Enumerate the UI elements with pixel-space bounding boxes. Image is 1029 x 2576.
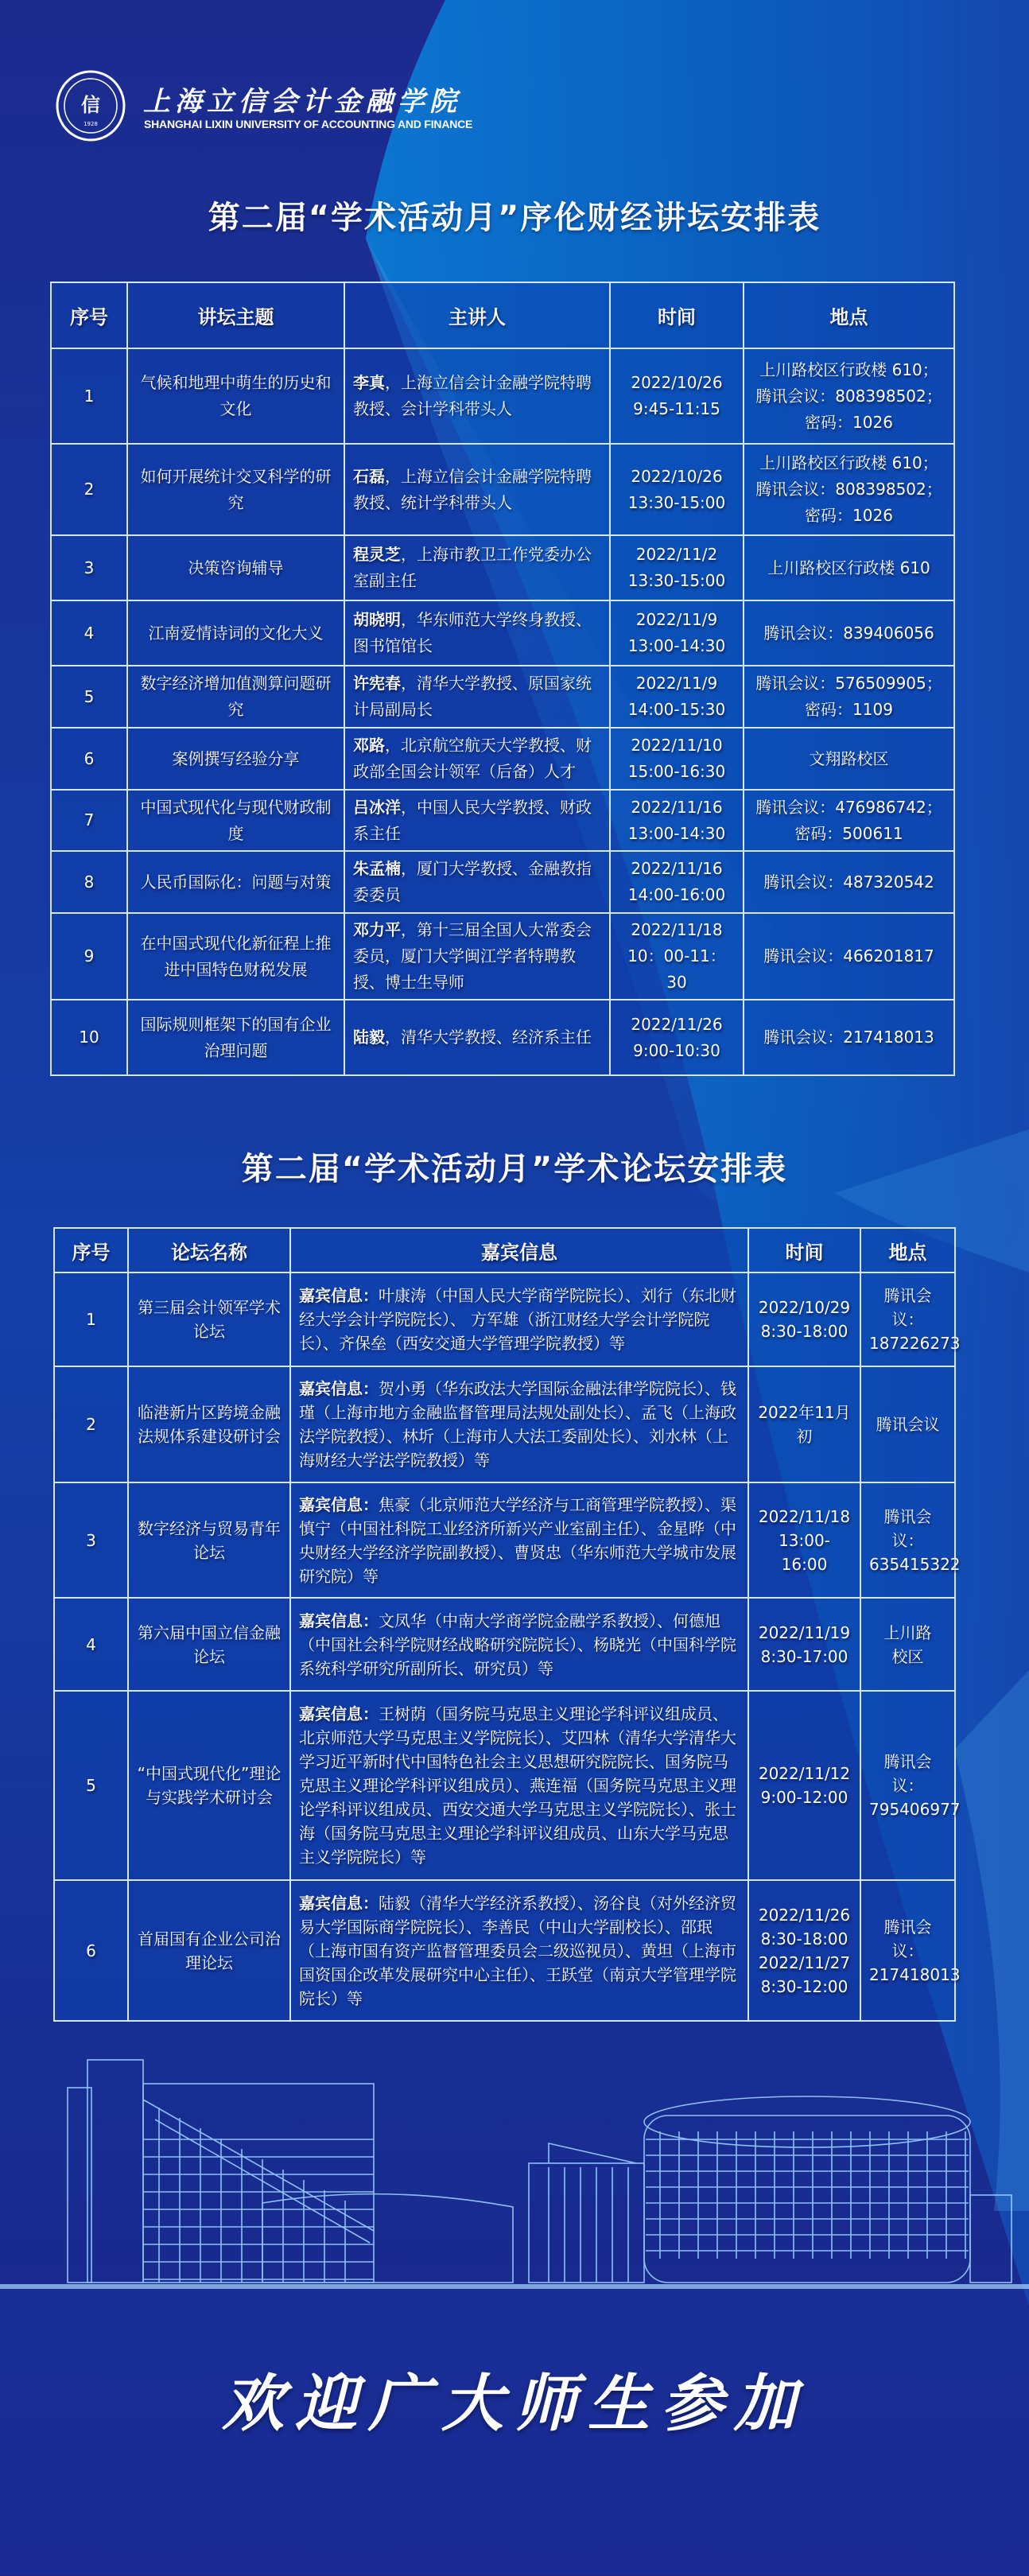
- lecture-row: [51, 348, 954, 444]
- lecture-location: 腾讯会议：466201817: [744, 913, 954, 1000]
- lecture-time: 2022/11/16 14:00-16:00: [610, 851, 744, 913]
- lecture-topic: 江南爱情诗词的文化大义: [127, 600, 344, 666]
- lecture-location: 腾讯会议：576509905； 密码：1109: [744, 666, 954, 728]
- speaker-name: 邓力平: [353, 920, 401, 939]
- school-name-en: SHANGHAI LIXIN UNIVERSITY OF ACCOUNTING AND FINANCE: [144, 118, 473, 130]
- forum-location: 腾讯会议: [860, 1366, 955, 1482]
- row-number: 1: [51, 348, 127, 444]
- column-header: 序号: [54, 1228, 128, 1272]
- forum-row: [54, 1880, 955, 2021]
- guest-label: 嘉宾信息：: [299, 1610, 379, 1630]
- column-header: 论坛名称: [128, 1228, 290, 1272]
- lecture-location: 腾讯会议：487320542: [744, 851, 954, 913]
- column-header: 时间: [748, 1228, 860, 1272]
- lecture-schedule-title: 第二届“学术活动月”序伦财经讲坛安排表: [208, 200, 821, 236]
- speaker: [344, 790, 610, 851]
- lecture-topic: 气候和地理中萌生的历史和文化: [127, 348, 344, 444]
- guest-label: 嘉宾信息：: [299, 1704, 379, 1723]
- guest-info: [290, 1691, 748, 1880]
- lecture-row: [51, 790, 954, 851]
- row-number: 2: [54, 1366, 128, 1482]
- speaker-title: ，清华大学教授、经济系主任: [385, 1028, 592, 1047]
- speaker-name: 程灵芝: [353, 545, 401, 564]
- lecture-location: 上川路校区行政楼 610: [744, 535, 954, 600]
- forum-location: 腾讯会议： 217418013: [860, 1880, 955, 2021]
- column-header: 主讲人: [344, 282, 610, 348]
- forum-location: 腾讯会议： 635415322: [860, 1482, 955, 1598]
- forum-row: [54, 1691, 955, 1880]
- lecture-time: 2022/10/26 13:30-15:00: [610, 444, 744, 535]
- lecture-schedule-table: [50, 282, 955, 1076]
- lecture-location: 腾讯会议：217418013: [744, 1000, 954, 1075]
- guest-list: 陆毅（清华大学经济系教授）、汤谷良（对外经济贸易大学国际商学院院长）、李善民（中山大学副校长）、邵珉（上海市国有资产监督管理委员会二级巡视员）、黄坦（上海市国资国企改革发展研究中心主任）、王跃堂（南京大学管理学院院长）等: [299, 1893, 736, 2008]
- forum-row: [54, 1272, 955, 1366]
- forum-time: 2022/11/19 8:30-17:00: [748, 1598, 860, 1691]
- forum-row: [54, 1366, 955, 1482]
- row-number: 8: [51, 851, 127, 913]
- speaker-name: 吕冰洋: [353, 797, 401, 817]
- forum-location: 腾讯会议： 187226273: [860, 1272, 955, 1366]
- row-number: 5: [51, 666, 127, 728]
- speaker-title: ，厦门大学教授、金融教指委委员: [353, 859, 592, 904]
- lecture-topic: 数字经济增加值测算问题研究: [127, 666, 344, 728]
- svg-text:信: 信: [81, 93, 100, 116]
- lecture-topic: 国际规则框架下的国有企业治理问题: [127, 1000, 344, 1075]
- column-header: 讲坛主题: [127, 282, 344, 348]
- forum-time: 2022/11/12 9:00-12:00: [748, 1691, 860, 1880]
- speaker: [344, 913, 610, 1000]
- speaker-title: ，上海立信会计金融学院特聘教授、统计学科带头人: [353, 466, 592, 512]
- row-number: 10: [51, 1000, 127, 1075]
- row-number: 1: [54, 1272, 128, 1366]
- guest-info: [290, 1482, 748, 1598]
- lecture-time: 2022/11/2 13:30-15:00: [610, 535, 744, 600]
- lecture-row: [51, 728, 954, 790]
- lecture-location: 上川路校区行政楼 610； 腾讯会议：808398502； 密码：1026: [744, 348, 954, 444]
- guest-info: [290, 1272, 748, 1366]
- row-number: 4: [51, 600, 127, 666]
- forum-time: 2022/11/18 13:00-16:00: [748, 1482, 860, 1598]
- speaker: [344, 444, 610, 535]
- speaker-name: 石磊: [353, 466, 385, 486]
- speaker: [344, 851, 610, 913]
- speaker-name: 李真: [353, 373, 385, 392]
- speaker-title: ，中国人民大学教授、财政系主任: [353, 797, 592, 843]
- forum-name: “中国式现代化”理论与实践学术研讨会: [128, 1691, 290, 1880]
- guest-label: 嘉宾信息：: [299, 1286, 379, 1305]
- forum-time: 2022/10/29 8:30-18:00: [748, 1272, 860, 1366]
- lecture-location: 上川路校区行政楼 610； 腾讯会议：808398502； 密码：1026: [744, 444, 954, 535]
- lecture-time: 2022/11/9 13:00-14:30: [610, 600, 744, 666]
- speaker: [344, 535, 610, 600]
- guest-info: [290, 1880, 748, 2021]
- forum-schedule-title: 第二届“学术活动月”学术论坛安排表: [241, 1151, 788, 1187]
- lecture-topic: 决策咨询辅导: [127, 535, 344, 600]
- guest-info: [290, 1598, 748, 1691]
- forum-location: 腾讯会议： 795406977: [860, 1691, 955, 1880]
- lecture-row: [51, 1000, 954, 1075]
- forum-name: 数字经济与贸易青年论坛: [128, 1482, 290, 1598]
- lecture-time: 2022/11/16 13:00-14:30: [610, 790, 744, 851]
- speaker: [344, 728, 610, 790]
- lecture-row: [51, 600, 954, 666]
- guest-list: 焦豪（北京师范大学经济与工商管理学院教授）、渠慎宁（中国社科院工业经济所新兴产业室副主任）、金星晔（中央财经大学经济学院副教授）、曹贤忠（华东师范大学城市发展研究院）等: [299, 1494, 736, 1586]
- lecture-row: [51, 851, 954, 913]
- forum-schedule-table: [53, 1227, 961, 2022]
- speaker-name: 胡晓明: [353, 610, 401, 629]
- speaker-title: ，上海市教卫工作党委办公室副主任: [353, 545, 592, 590]
- speaker-title: ，北京航空航天大学教授、财政部全国会计领军（后备）人才: [353, 736, 592, 781]
- table-header-row: [54, 1228, 955, 1272]
- lecture-time: 2022/11/26 9:00-10:30: [610, 1000, 744, 1075]
- row-number: 6: [54, 1880, 128, 2021]
- lecture-location: 腾讯会议：839406056: [744, 600, 954, 666]
- column-header: 时间: [610, 282, 744, 348]
- guest-info: [290, 1366, 748, 1482]
- column-header: 地点: [744, 282, 954, 348]
- forum-location: 上川路 校区: [860, 1598, 955, 1691]
- welcome-slogan: 欢迎广大师生参加: [221, 2368, 807, 2440]
- lecture-row: [51, 913, 954, 1000]
- row-number: 2: [51, 444, 127, 535]
- forum-row: [54, 1598, 955, 1691]
- speaker-name: 朱孟楠: [353, 859, 401, 878]
- lecture-location: 文翔路校区: [744, 728, 954, 790]
- speaker-title: ，华东师范大学终身教授、图书馆馆长: [353, 610, 592, 655]
- university-logo: [56, 70, 126, 142]
- speaker: [344, 666, 610, 728]
- row-number: 4: [54, 1598, 128, 1691]
- row-number: 9: [51, 913, 127, 1000]
- guest-list: 文凤华（中南大学商学院金融学系教授）、何德旭（中国社会科学院财经战略研究院院长）、杨晓光（中国科学院系统科学研究所副所长、研究员）等: [299, 1610, 736, 1678]
- lecture-time: 2022/10/26 9:45-11:15: [610, 348, 744, 444]
- row-number: 6: [51, 728, 127, 790]
- forum-time: 2022年11月 初: [748, 1366, 860, 1482]
- speaker-title: ，上海立信会计金融学院特聘教授、会计学科带头人: [353, 373, 592, 418]
- forum-time: 2022/11/26 8:30-18:00 2022/11/27 8:30-12:00: [748, 1880, 860, 2021]
- speaker-name: 邓路: [353, 736, 385, 755]
- lecture-topic: 案例撰写经验分享: [127, 728, 344, 790]
- lecture-time: 2022/11/10 15:00-16:30: [610, 728, 744, 790]
- column-header: 序号: [51, 282, 127, 348]
- guest-list: 叶康涛（中国人民大学商学院院长）、刘行（东北财经大学会计学院院长）、 方军雄（浙江财经大学会计学院院长）、齐保垒（西安交通大学管理学院教授）等: [299, 1286, 736, 1353]
- forum-name: 首届国有企业公司治理论坛: [128, 1880, 290, 2021]
- lecture-location: 腾讯会议：476986742； 密码：500611: [744, 790, 954, 851]
- lecture-topic: 人民币国际化：问题与对策: [127, 851, 344, 913]
- guest-label: 嘉宾信息：: [299, 1893, 379, 1913]
- row-number: 3: [54, 1482, 128, 1598]
- forum-row: [54, 1482, 955, 1598]
- lecture-topic: 中国式现代化与现代财政制度: [127, 790, 344, 851]
- guest-list: 贺小勇（华东政法大学国际金融法律学院院长）、钱瑾（上海市地方金融监督管理局法规处副处长）、孟飞（上海政法学院教授）、林圻（上海市人大法工委副处长）、刘水林（上海财经大学法学院教授）等: [299, 1379, 736, 1470]
- table-header-row: [51, 282, 954, 348]
- guest-list: 王树荫（国务院马克思主义理论学科评议组成员、北京师范大学马克思主义学院院长）、艾四林（清华大学清华大学习近平新时代中国特色社会主义思想研究院院长、国务院马克思主义理论学科评议组成员）、燕连福（国务院马克思主义理论学科评议组成员、西安交通大学马克思主义学院院长）、张士海（国务院马克思主义理论学科评议组成员、山东大学马克思主义学院院长）等: [299, 1704, 736, 1867]
- speaker: [344, 600, 610, 666]
- lecture-topic: 如何开展统计交叉科学的研究: [127, 444, 344, 535]
- lecture-row: [51, 535, 954, 600]
- guest-label: 嘉宾信息：: [299, 1494, 379, 1514]
- speaker-name: 许宪春: [353, 674, 401, 693]
- lecture-time: 2022/11/9 14:00-15:30: [610, 666, 744, 728]
- lecture-row: [51, 666, 954, 728]
- forum-name: 第六届中国立信金融论坛: [128, 1598, 290, 1691]
- svg-text:1928: 1928: [83, 121, 98, 127]
- speaker: [344, 1000, 610, 1075]
- school-name-cn: 上海立信会计金融学院: [143, 86, 461, 118]
- speaker: [344, 348, 610, 444]
- column-header: 嘉宾信息: [290, 1228, 748, 1272]
- row-number: 5: [54, 1691, 128, 1880]
- forum-name: 第三届会计领军学术论坛: [128, 1272, 290, 1366]
- speaker-name: 陆毅: [353, 1028, 385, 1047]
- lecture-topic: 在中国式现代化新征程上推进中国特色财税发展: [127, 913, 344, 1000]
- speaker-title: ，第十三届全国人大常委会委员，厦门大学闽江学者特聘教授、博士生导师: [353, 920, 592, 992]
- speaker-title: ，清华大学教授、原国家统计局副局长: [353, 674, 592, 719]
- lecture-time: 2022/11/18 10：00-11：30: [610, 913, 744, 1000]
- row-number: 3: [51, 535, 127, 600]
- forum-name: 临港新片区跨境金融法规体系建设研讨会: [128, 1366, 290, 1482]
- column-header: 地点: [860, 1228, 955, 1272]
- lecture-row: [51, 444, 954, 535]
- guest-label: 嘉宾信息：: [299, 1379, 379, 1398]
- row-number: 7: [51, 790, 127, 851]
